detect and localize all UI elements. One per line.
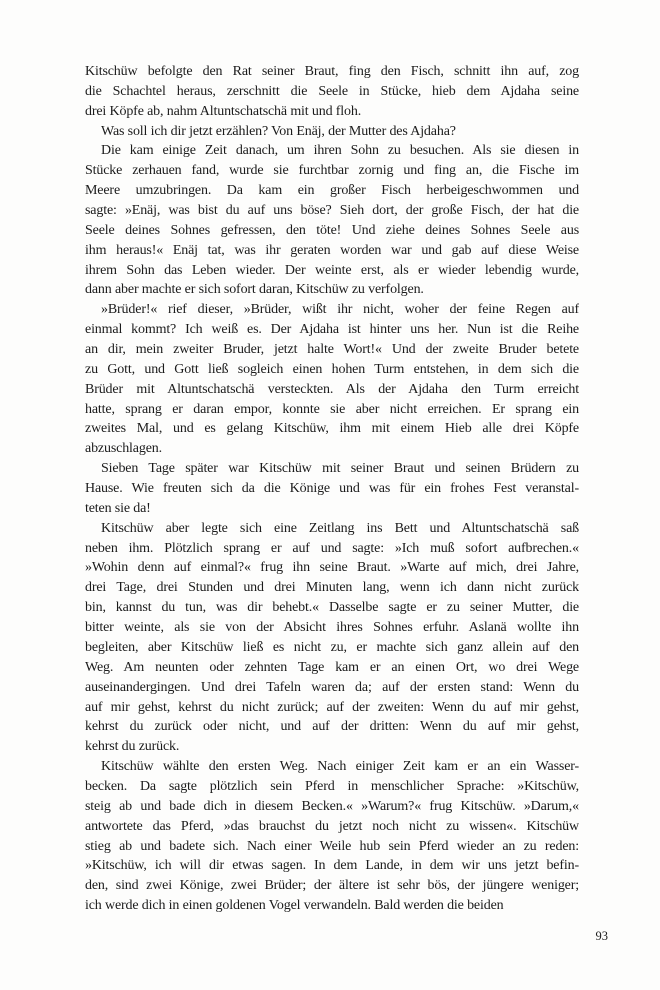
text-line: stieg ab und badete sich. Nach einer Weile hub sein Pferd wieder an zu reden:	[85, 838, 579, 854]
text-line: »Brüder!« rief dieser, »Brüder, wißt ihr nicht, woher der feine Regen auf	[101, 302, 579, 318]
text-line: sagte: »Enäj, was bist du auf uns böse? Sieh dort, der große Fisch, der hat die	[85, 203, 579, 219]
text-line: Stücke zerhauen fand, wurde sie furchtbar zornig und fing an, die Fische im	[85, 163, 579, 179]
text-line: den, sind zwei Könige, zwei Brüder; der ältere ist sehr bös, der jüngere weniger;	[85, 878, 579, 894]
text-line: einmal kommt? Ich weiß es. Der Ajdaha ist hinter uns her. Nun ist die Reihe	[85, 322, 579, 338]
text-line: auseinandergingen. Und drei Tafeln waren da; auf der ersten stand: Wenn du	[85, 679, 579, 695]
text-line: »Kitschüw, ich will dir etwas sagen. In dem Lande, in dem wir uns jetzt befin-	[85, 858, 579, 874]
text-line: die Schachtel heraus, zerschnitt die Seele in Stücke, hieb dem Ajdaha seine	[85, 83, 579, 99]
text-line: Brüder mit Altuntschatschä versteckten. Als der Ajdaha den Turm erreicht	[85, 381, 579, 397]
text-line: Hause. Wie freuten sich da die Könige und was für ein frohes Fest veranstal-	[85, 481, 579, 497]
text-line: hatte, sprang er daran empor, konnte sie aber nicht erreichen. Er sprang ein	[85, 401, 579, 417]
text-line: Was soll ich dir jetzt erzählen? Von Enäj, der Mutter des Ajdaha?	[101, 123, 456, 139]
text-line: ihrem Sohn das Leben wieder. Der weinte erst, als er wieder lebendig wurde,	[85, 262, 579, 278]
text-line: bin, kannst du tun, was dir behebt.« Dasselbe sagte er zu seiner Mutter, die	[85, 600, 579, 616]
text-line: bitter weinte, als sie von der Absicht ihres Sohnes erfuhr. Aslanä wollte ihn	[85, 620, 579, 636]
text-line: drei Köpfe ab, nahm Altuntschatschä mit und floh.	[85, 103, 362, 119]
text-line: teten sie da!	[85, 500, 151, 516]
text-line: ich werde dich in einen goldenen Vogel verwandeln. Bald werden die beiden	[85, 898, 504, 914]
text-line: steig ab und bade dich in diesem Becken.« »Warum?« frug Kitschüw. »Darum,«	[85, 798, 579, 814]
text-line: kehrst du zurück oder nicht, und auf der dritten: Wenn du auf mir gehst,	[85, 719, 579, 735]
text-line: an dir, mein zweiter Bruder, jetzt halte Wort!« Und der zweite Bruder betete	[85, 342, 579, 358]
text-line: kehrst du zurück.	[85, 739, 180, 755]
text-line: neben ihm. Plötzlich sprang er auf und sagte: »Ich muß sofort aufbrechen.«	[85, 540, 579, 556]
text-line: Seele deines Sohnes gefressen, den töte! Und ziehe deines Sohnes Seele aus	[85, 222, 579, 238]
text-line: zu Gott, und Gott ließ sogleich einen hohen Turm entstehen, in dem sich die	[85, 361, 579, 377]
text-line: dann aber machte er sich sofort daran, Kitschüw zu verfolgen.	[85, 282, 424, 298]
text-line: Die kam einige Zeit danach, um ihren Sohn zu besuchen. Als sie diesen in	[101, 143, 579, 159]
text-line: Kitschüw wählte den ersten Weg. Nach einiger Zeit kam er an ein Wasser-	[101, 759, 579, 775]
page-number: 93	[595, 929, 608, 943]
text-line: abzuschlagen.	[85, 441, 162, 457]
text-line: Weg. Am neunten oder zehnten Tage kam er an einen Ort, wo drei Wege	[85, 659, 579, 675]
text-line: begleiten, aber Kitschüw ließ es nicht zu, er machte sich ganz allein auf den	[85, 639, 579, 655]
text-line: auf mir gehst, kehrst du nicht zurück; auf der zweiten: Wenn du auf mir gehst,	[85, 699, 579, 715]
text-line: »Wohin denn auf einmal?« frug ihn seine Braut. »Warte auf mich, drei Jahre,	[85, 560, 579, 576]
story-text-block	[85, 62, 579, 916]
text-line: Kitschüw befolgte den Rat seiner Braut, fing den Fisch, schnitt ihn auf, zog	[85, 64, 579, 79]
text-line: antwortete das Pferd, »das brauchst du jetzt noch nicht zu wissen«. Kitschüw	[85, 818, 579, 834]
text-line: Meere umzubringen. Da kam ein großer Fisch herbeigeschwommen und	[85, 183, 579, 199]
text-line: zweites Mal, und es gelang Kitschüw, ihm mit einem Hieb alle drei Köpfe	[85, 421, 579, 437]
text-line: Sieben Tage später war Kitschüw mit seiner Braut und seinen Brüdern zu	[101, 461, 579, 477]
text-line: drei Tage, drei Stunden und drei Minuten lang, wenn ich dann nicht zurück	[85, 580, 579, 596]
text-line: becken. Da sagte plötzlich sein Pferd in menschlicher Sprache: »Kitschüw,	[85, 778, 579, 794]
text-line: ihm heraus!« Enäj tat, was ihr geraten worden war und gab auf diese Weise	[85, 242, 579, 258]
text-line: Kitschüw aber legte sich eine Zeitlang ins Bett und Altuntschatschä saß	[101, 520, 579, 536]
